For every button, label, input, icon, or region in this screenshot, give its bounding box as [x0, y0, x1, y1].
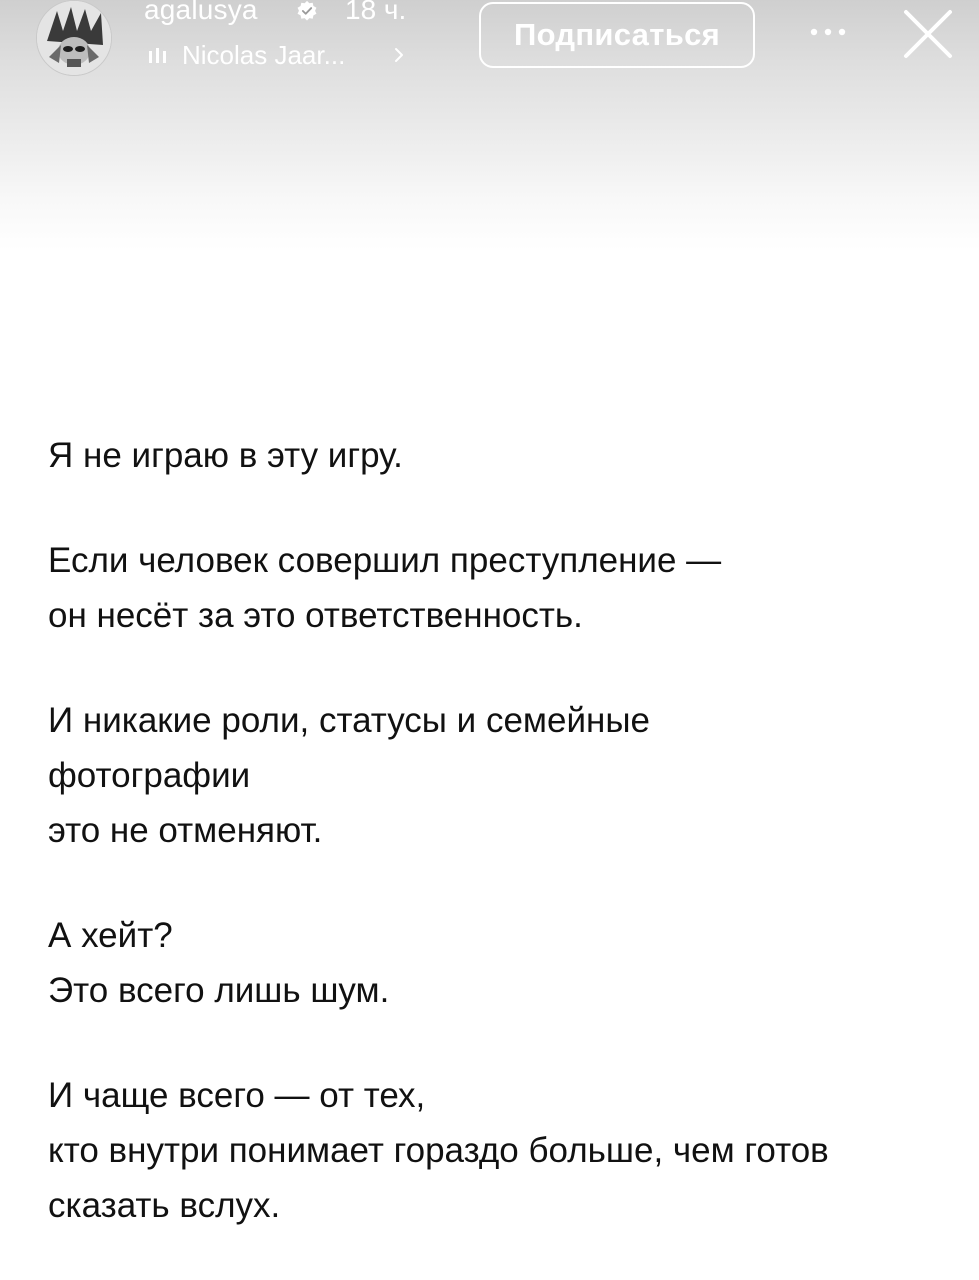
paragraph [48, 1068, 948, 1233]
subscribe-button[interactable]: Подписаться [479, 2, 755, 68]
post-time: 18 ч. [345, 0, 407, 25]
paragraph [48, 908, 948, 1018]
music-title: Nicolas Jaar... [182, 39, 346, 70]
paragraph [48, 428, 948, 483]
text-line: это не отменяют. [48, 811, 323, 850]
story-header [0, 0, 979, 90]
verified-badge-icon [296, 0, 318, 22]
text-line: А хейт? [48, 916, 173, 955]
text-line: И чаще всего — от тех, [48, 1076, 426, 1115]
text-line: сказать вслух. [48, 1186, 281, 1225]
chevron-right-icon [393, 46, 405, 64]
music-bars-icon [148, 46, 168, 64]
text-line: кто внутри понимает гораздо больше, чем готов [48, 1131, 829, 1170]
story-text [48, 428, 948, 1280]
paragraph [48, 693, 948, 858]
avatar[interactable] [36, 0, 112, 76]
text-line: он несёт за это ответственность. [48, 596, 583, 635]
music-attribution[interactable] [148, 40, 405, 70]
paragraph [48, 533, 948, 643]
text-line: фотографии [48, 756, 251, 795]
username[interactable]: agalusya [144, 0, 258, 25]
more-dots-icon[interactable] [806, 20, 850, 44]
text-line: Если человек совершил преступление — [48, 541, 722, 580]
text-line: Я не играю в эту игру. [48, 436, 403, 475]
close-icon[interactable] [900, 6, 956, 62]
text-line: И никакие роли, статусы и семейные [48, 701, 650, 740]
text-line: Это всего лишь шум. [48, 971, 390, 1010]
avatar-image [37, 1, 111, 75]
